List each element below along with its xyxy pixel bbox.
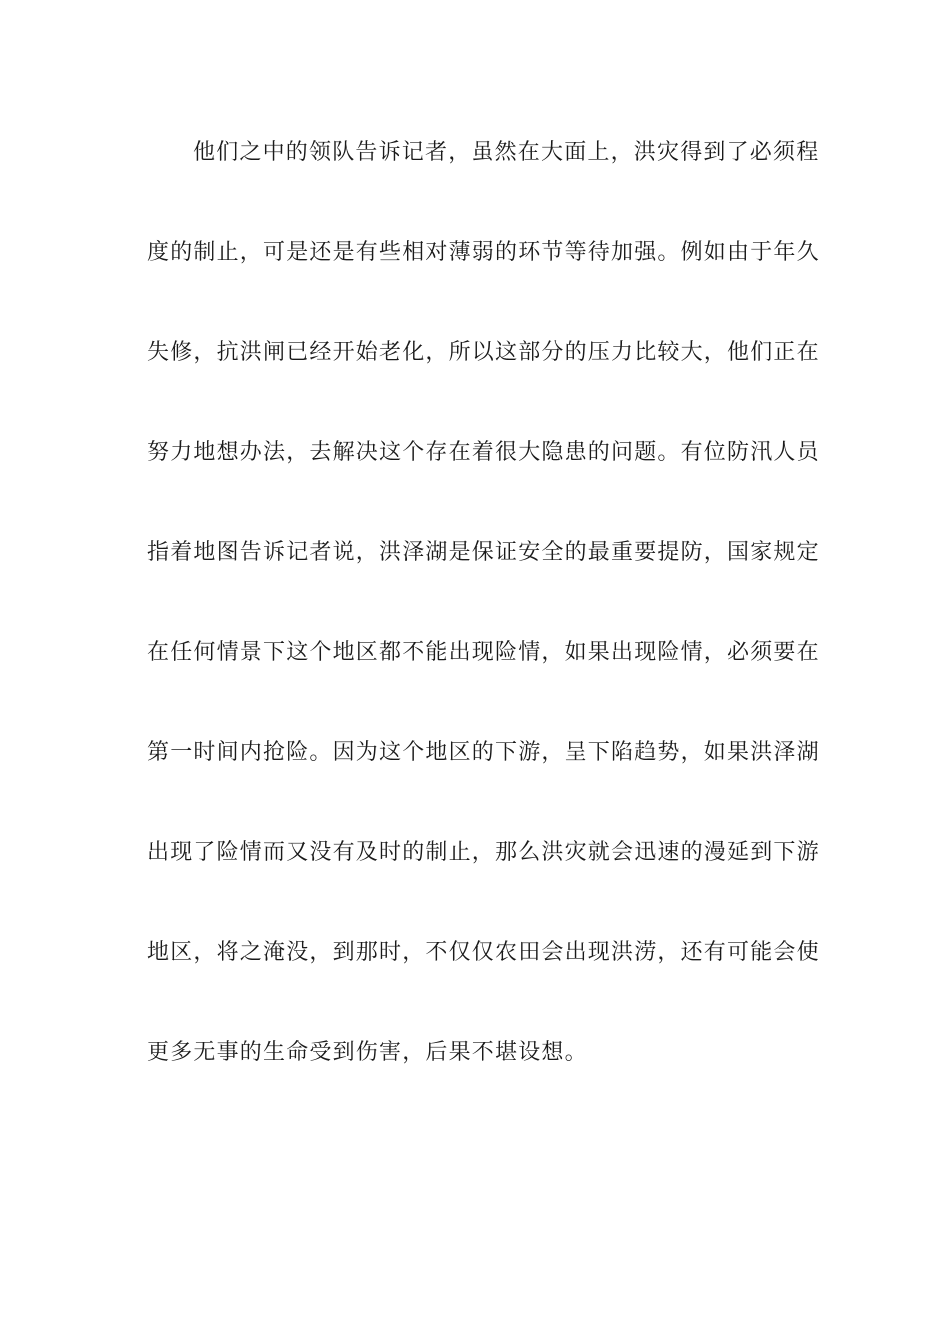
paragraph-line-4: 努力地想办法，去解决这个存在着很大隐患的问题。有位防汛人员 bbox=[147, 440, 820, 465]
paragraph-line-3: 失修，抗洪闸已经开始老化，所以这部分的压力比较大，他们正在 bbox=[147, 340, 820, 365]
paragraph-line-6: 在任何情景下这个地区都不能出现险情，如果出现险情，必须要在 bbox=[147, 640, 820, 665]
paragraph-line-1: 他们之中的领队告诉记者，虽然在大面上，洪灾得到了必须程 bbox=[193, 140, 820, 165]
paragraph-line-9: 地区，将之淹没，到那时，不仅仅农田会出现洪涝，还有可能会使 bbox=[147, 940, 820, 965]
paragraph-line-7: 第一时间内抢险。因为这个地区的下游，呈下陷趋势，如果洪泽湖 bbox=[147, 740, 820, 765]
body-paragraph bbox=[147, 130, 820, 1130]
paragraph-line-2: 度的制止，可是还是有些相对薄弱的环节等待加强。例如由于年久 bbox=[147, 240, 820, 265]
paragraph-line-10: 更多无事的生命受到伤害，后果不堪设想。 bbox=[147, 1040, 588, 1065]
paragraph-line-8: 出现了险情而又没有及时的制止，那么洪灾就会迅速的漫延到下游 bbox=[147, 840, 820, 865]
paragraph-line-5: 指着地图告诉记者说，洪泽湖是保证安全的最重要提防，国家规定 bbox=[147, 540, 820, 565]
